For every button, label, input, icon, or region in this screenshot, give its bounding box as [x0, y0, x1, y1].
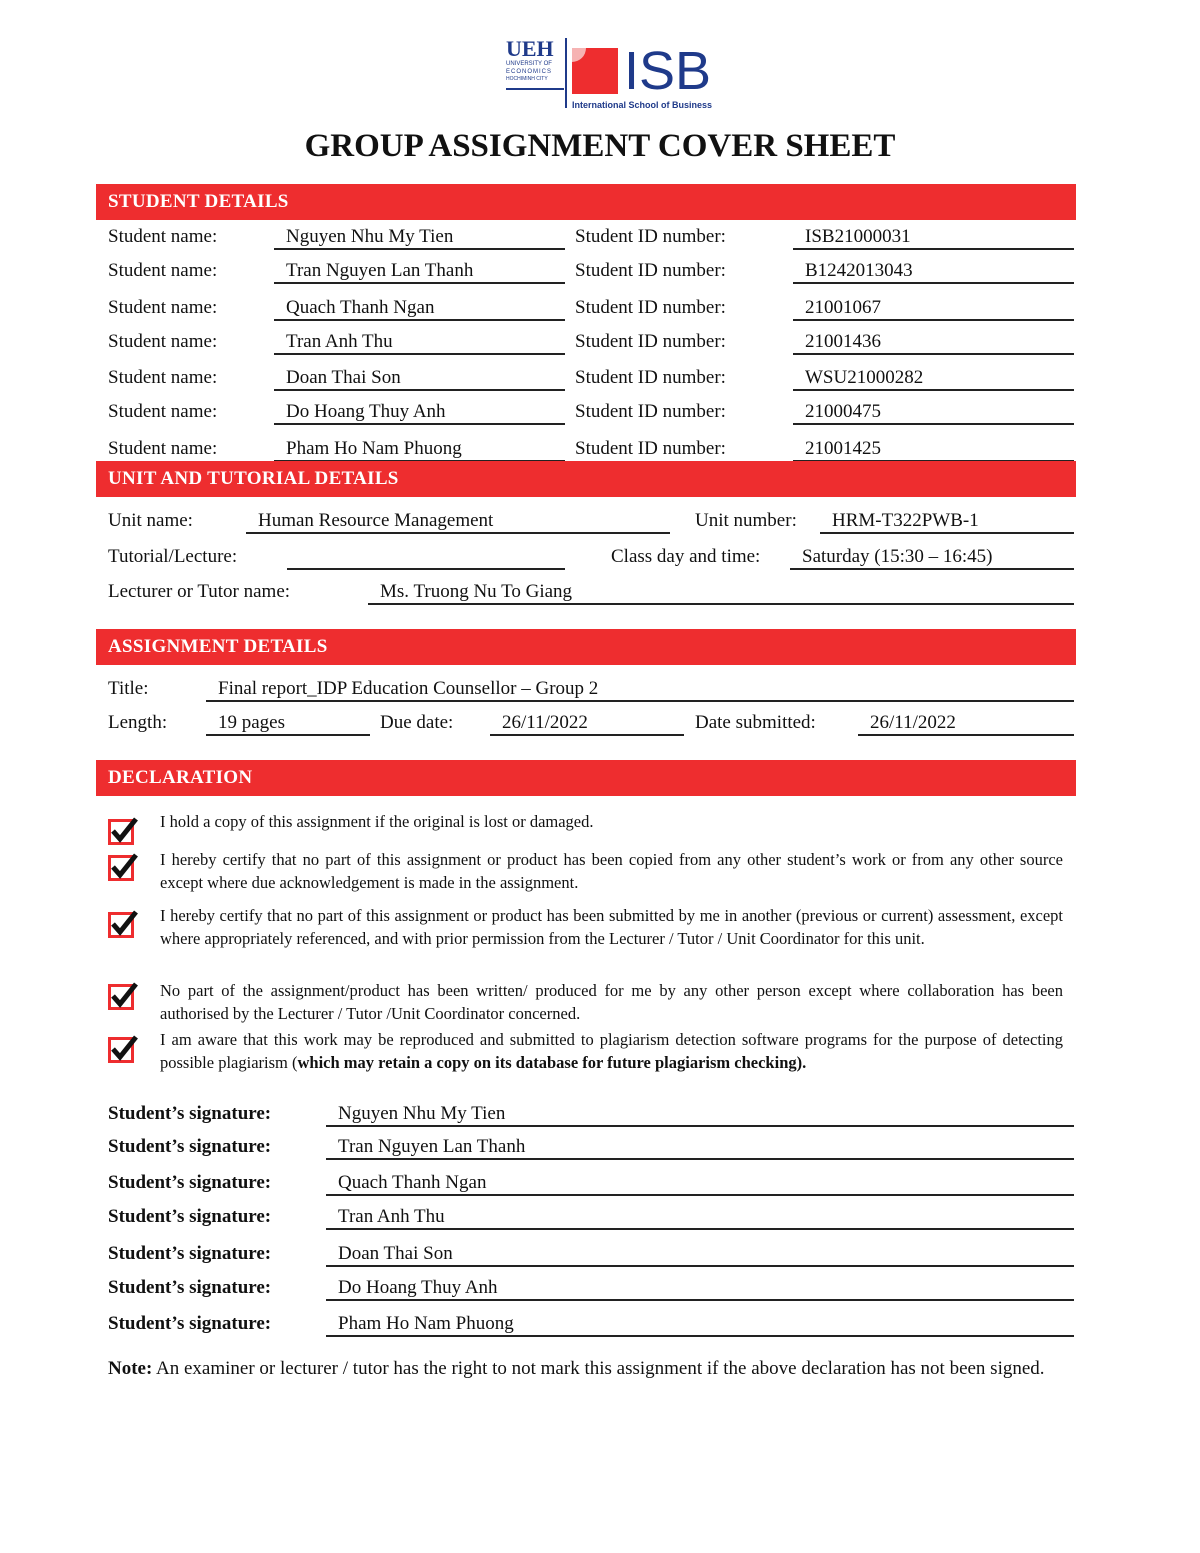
signature-label: Student’s signature:: [108, 1277, 272, 1298]
isb-logo-mark: [572, 48, 618, 94]
ueh-logo-sub-1: UNIVERSITY OF: [506, 61, 552, 67]
note-label: Note:: [108, 1358, 153, 1379]
length-field[interactable]: 19 pages: [206, 712, 370, 736]
signature-field[interactable]: Pham Ho Nam Phuong: [326, 1313, 1074, 1337]
signature-label: Student’s signature:: [108, 1243, 272, 1264]
due-date-field[interactable]: 26/11/2022: [490, 712, 684, 736]
student-details-heading: STUDENT DETAILS: [96, 184, 1076, 220]
signature-field[interactable]: Doan Thai Son: [326, 1243, 1074, 1267]
ueh-logo: [506, 38, 566, 94]
date-submitted-field[interactable]: 26/11/2022: [858, 712, 1074, 736]
student-name-label: Student name:: [108, 367, 218, 388]
declaration-item: [160, 1028, 1063, 1074]
declaration-checkbox[interactable]: [108, 815, 138, 845]
signature-field[interactable]: Tran Nguyen Lan Thanh: [326, 1136, 1074, 1160]
declaration-text: I hold a copy of this assignment if the original is lost or damaged.: [160, 812, 594, 831]
student-id-field[interactable]: 21001067: [793, 297, 1074, 321]
unit-name-field[interactable]: Human Resource Management: [246, 510, 670, 534]
page-title: GROUP ASSIGNMENT COVER SHEET: [304, 128, 896, 164]
declaration-checkbox[interactable]: [108, 908, 138, 938]
declaration-heading: DECLARATION: [96, 760, 1076, 796]
note-text: An examiner or lecturer / tutor has the right to not mark this assignment if the above declaration has not been signed.: [152, 1358, 1045, 1379]
signature-label: Student’s signature:: [108, 1313, 272, 1334]
signature-field[interactable]: Do Hoang Thuy Anh: [326, 1277, 1074, 1301]
signature-field[interactable]: Quach Thanh Ngan: [326, 1172, 1074, 1196]
declaration-text: No part of the assignment/product has been written/ produced for me by any other person except where collaboration has been authorised by the Lecturer / Tutor /Unit Coordinator concerned.: [160, 981, 1063, 1023]
student-name-field[interactable]: Doan Thai Son: [274, 367, 565, 391]
student-name-field[interactable]: Nguyen Nhu My Tien: [274, 226, 565, 250]
declaration-checkbox[interactable]: [108, 851, 138, 881]
declaration-checkbox[interactable]: [108, 980, 138, 1010]
lecturer-label: Lecturer or Tutor name:: [108, 581, 291, 602]
declaration-checkbox[interactable]: [108, 1033, 138, 1063]
signature-field[interactable]: Nguyen Nhu My Tien: [326, 1103, 1074, 1127]
student-name-label: Student name:: [108, 226, 218, 247]
declaration-text: I hereby certify that no part of this assignment or product has been copied from any other student’s work or from any other source except where due acknowledgement is made in the assignment.: [160, 850, 1063, 892]
ueh-logo-text: UEH: [506, 36, 554, 61]
tutorial-field[interactable]: [287, 546, 565, 570]
student-id-field[interactable]: ISB21000031: [793, 226, 1074, 250]
declaration-bold-text: which may retain a copy on its database for future plagiarism checking).: [297, 1053, 807, 1072]
student-name-label: Student name:: [108, 438, 218, 459]
ueh-logo-sub-3: HOCHIMINH CITY: [506, 76, 548, 82]
student-id-label: Student ID number:: [575, 438, 726, 459]
isb-logo-text: ISB: [624, 41, 712, 101]
declaration-text: I hereby certify that no part of this assignment or product has been submitted by me in another (previous or current) assessment, except where appropriately referenced, and with prior permission from the Lecturer / Tutor / Unit Coordinator for this unit.: [160, 906, 1063, 948]
date-submitted-label: Date submitted:: [695, 712, 816, 733]
declaration-text: I am aware that this work may be reproduced and submitted to plagiarism detection software programs for the purpose of detecting possible plagiarism (: [160, 1030, 1063, 1072]
checkmark-icon: [108, 815, 138, 845]
student-name-label: Student name:: [108, 401, 218, 422]
title-field[interactable]: Final report_IDP Education Counsellor – Group 2: [206, 678, 1074, 702]
student-name-field[interactable]: Do Hoang Thuy Anh: [274, 401, 565, 425]
declaration-item: [160, 848, 1063, 894]
student-name-field[interactable]: Quach Thanh Ngan: [274, 297, 565, 321]
student-name-field[interactable]: Tran Anh Thu: [274, 331, 565, 355]
declaration-item: [160, 979, 1063, 1025]
class-time-label: Class day and time:: [611, 546, 761, 567]
student-id-label: Student ID number:: [575, 367, 726, 388]
signature-label: Student’s signature:: [108, 1136, 272, 1157]
student-name-label: Student name:: [108, 297, 218, 318]
signature-label: Student’s signature:: [108, 1172, 272, 1193]
checkmark-icon: [108, 980, 138, 1010]
declaration-item: [160, 904, 1063, 950]
student-id-label: Student ID number:: [575, 297, 726, 318]
unit-number-field[interactable]: HRM-T322PWB-1: [820, 510, 1074, 534]
due-date-label: Due date:: [380, 712, 454, 733]
length-label: Length:: [108, 712, 168, 733]
unit-name-label: Unit name:: [108, 510, 193, 531]
assignment-details-heading: ASSIGNMENT DETAILS: [96, 629, 1076, 665]
student-id-field[interactable]: 21001436: [793, 331, 1074, 355]
signature-label: Student’s signature:: [108, 1103, 272, 1124]
unit-number-label: Unit number:: [695, 510, 797, 531]
tutorial-label: Tutorial/Lecture:: [108, 546, 238, 567]
student-id-label: Student ID number:: [575, 226, 726, 247]
student-id-label: Student ID number:: [575, 260, 726, 281]
title-label: Title:: [108, 678, 149, 699]
declaration-item: [160, 810, 1063, 833]
student-id-field[interactable]: 21000475: [793, 401, 1074, 425]
student-id-field[interactable]: 21001425: [793, 438, 1074, 462]
isb-logo-subtitle: International School of Business: [572, 100, 713, 110]
signature-label: Student’s signature:: [108, 1206, 272, 1227]
student-name-label: Student name:: [108, 331, 218, 352]
note: [108, 1356, 1048, 1382]
student-id-field[interactable]: WSU21000282: [793, 367, 1074, 391]
student-id-label: Student ID number:: [575, 331, 726, 352]
student-name-field[interactable]: Pham Ho Nam Phuong: [274, 438, 565, 462]
ueh-logo-sub-2: ECONOMICS: [506, 69, 553, 75]
checkmark-icon: [108, 908, 138, 938]
student-name-field[interactable]: Tran Nguyen Lan Thanh: [274, 260, 565, 284]
student-id-label: Student ID number:: [575, 401, 726, 422]
checkmark-icon: [108, 1033, 138, 1063]
unit-details-heading: UNIT AND TUTORIAL DETAILS: [96, 461, 1076, 497]
lecturer-field[interactable]: Ms. Truong Nu To Giang: [368, 581, 1074, 605]
checkmark-icon: [108, 851, 138, 881]
student-name-label: Student name:: [108, 260, 218, 281]
class-time-field[interactable]: Saturday (15:30 – 16:45): [790, 546, 1074, 570]
logo-divider: [565, 38, 567, 108]
signature-field[interactable]: Tran Anh Thu: [326, 1206, 1074, 1230]
student-id-field[interactable]: B1242013043: [793, 260, 1074, 284]
